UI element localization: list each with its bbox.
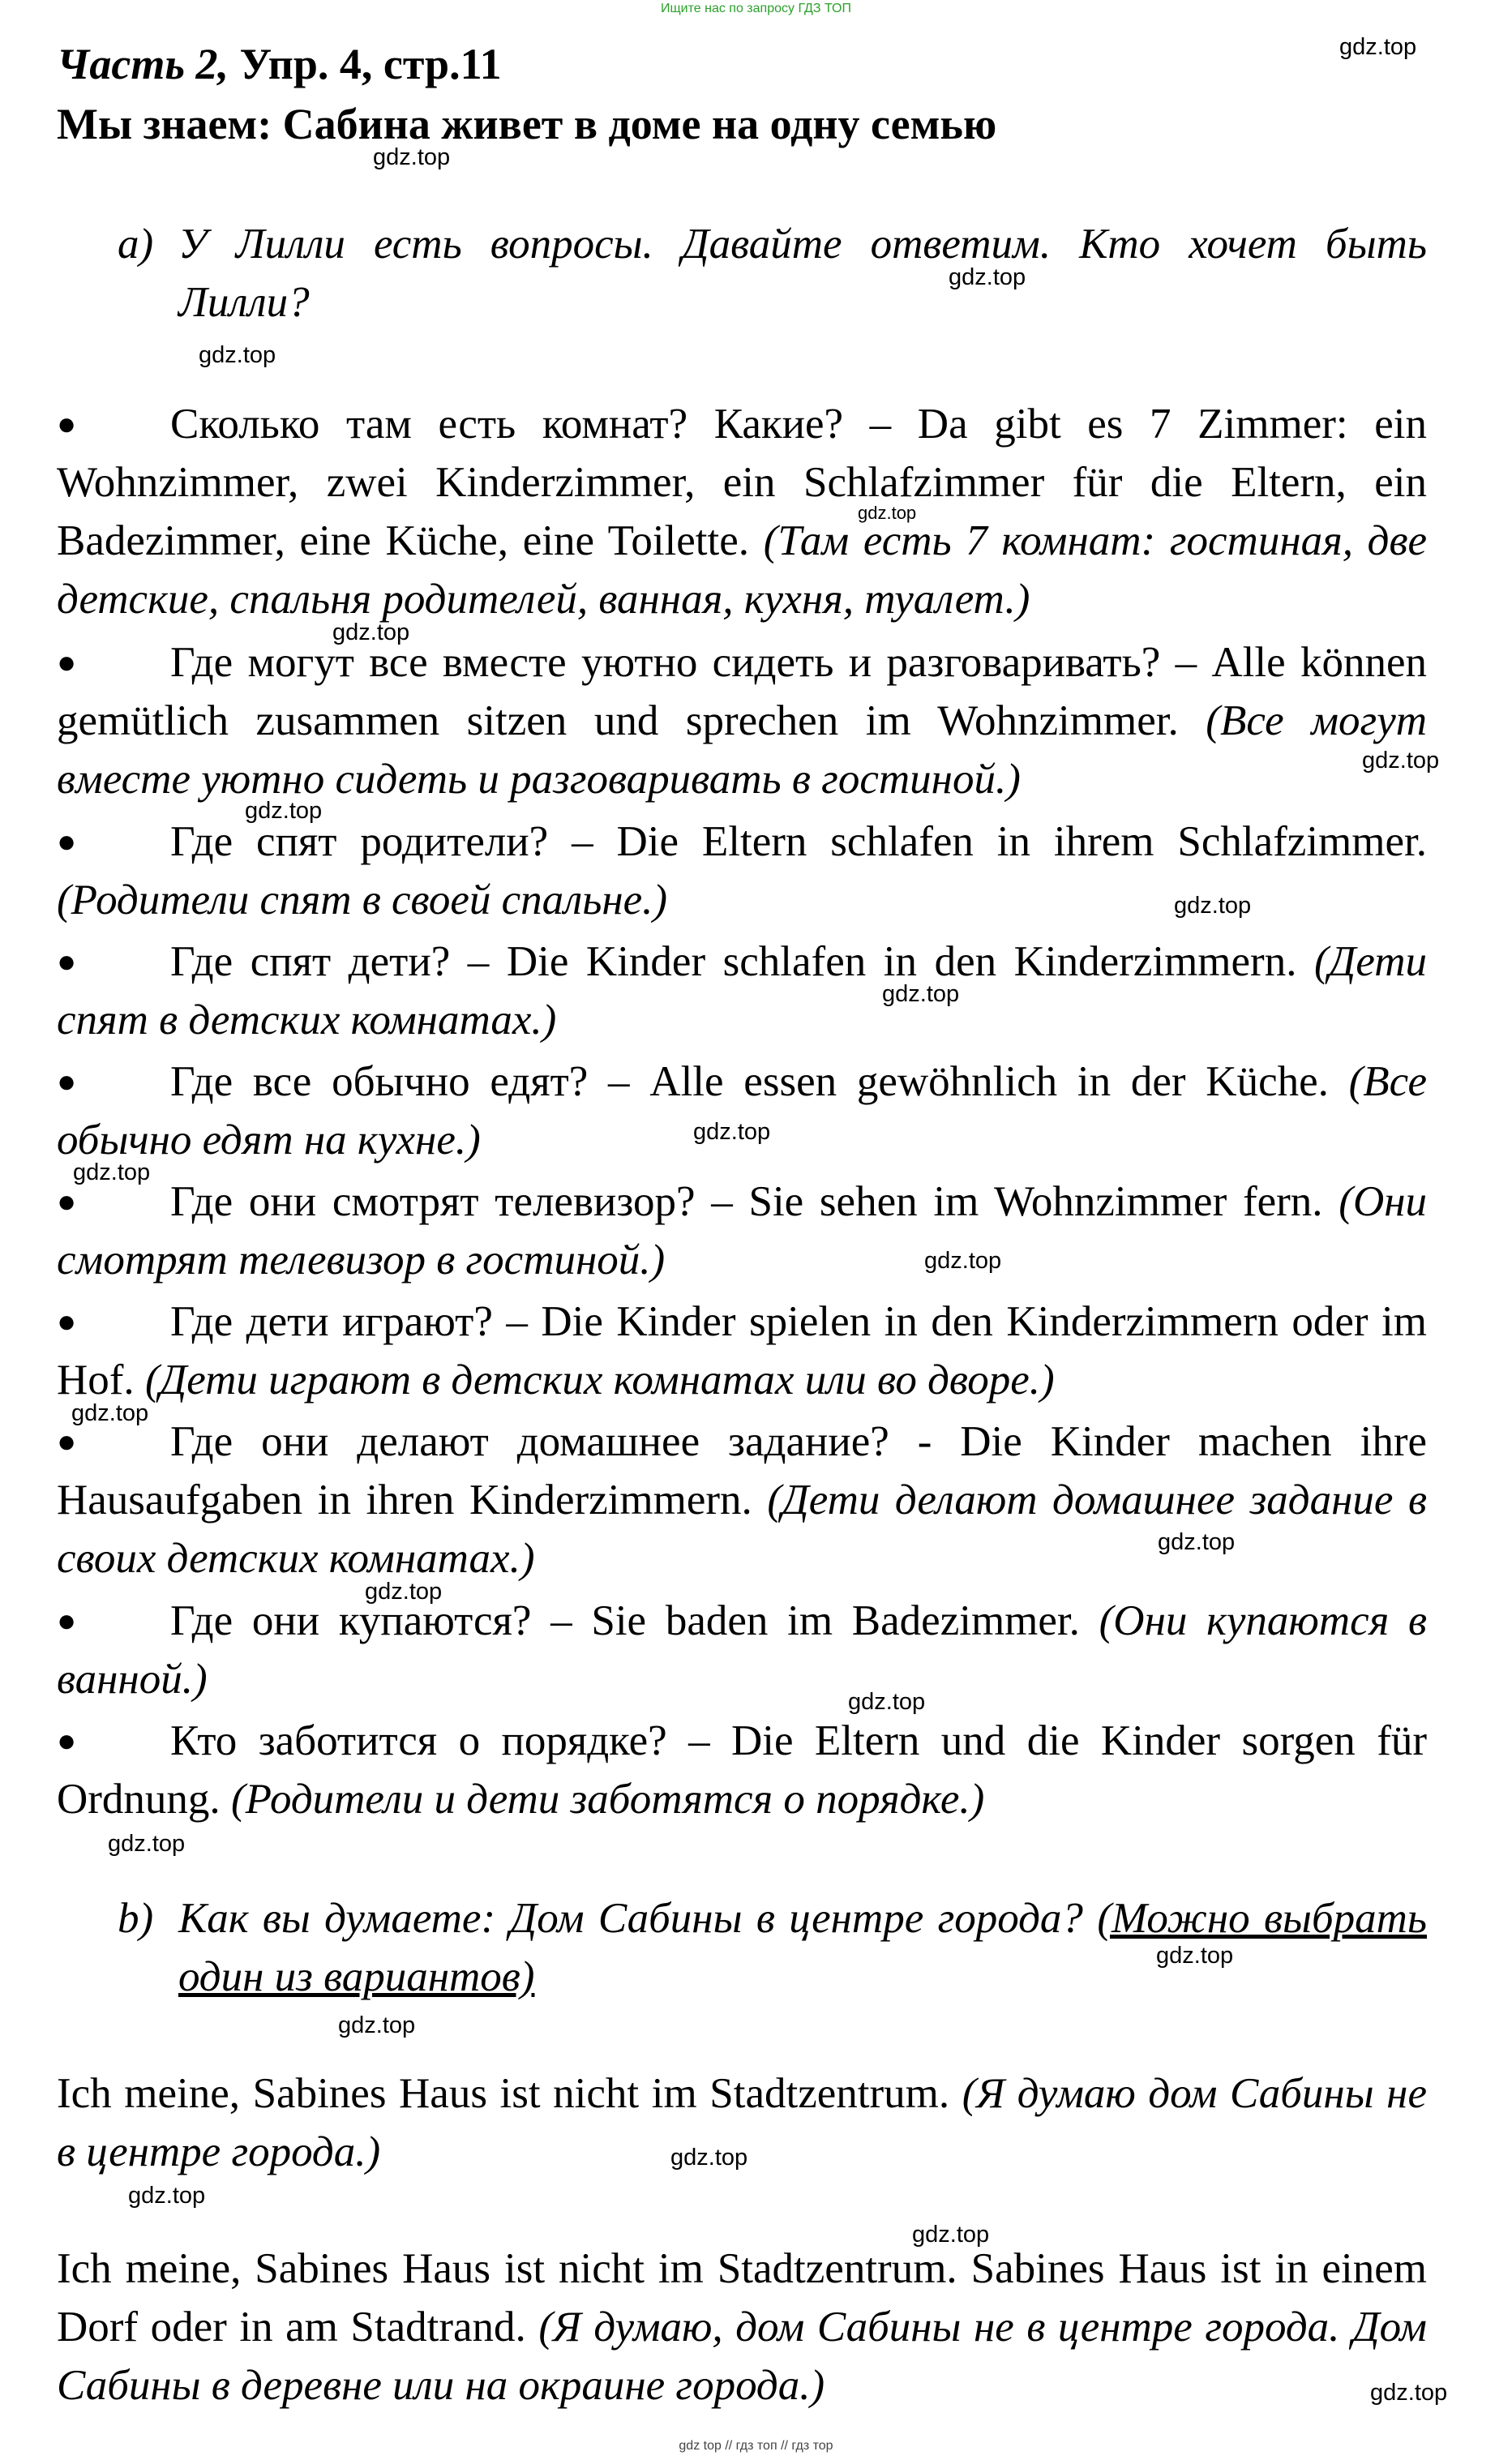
bullet-icon: ●: [57, 1722, 77, 1759]
watermark: gdz.top: [373, 144, 451, 170]
qa-question: Где спят родители? – Die Eltern schlafen in ihrem Schlafzimmer.: [170, 818, 1427, 865]
page-subtitle: Мы знаем: Сабина живет в доме на одну семью: [57, 100, 997, 148]
qa-question: Кто заботится о порядке? – Die Eltern und die Kinder sorgen für Ordnung.: [57, 1717, 1427, 1823]
watermark: gdz.top: [365, 1579, 443, 1605]
qa-translation: (Родители и дети заботятся о порядке.): [230, 1776, 985, 1823]
watermark: gdz.top: [1174, 893, 1252, 919]
qa-translation: (Они купаются в ванной.): [57, 1597, 1427, 1703]
title-part: Часть 2,: [57, 40, 229, 88]
task-b-text: [178, 1889, 1427, 2006]
watermark: gdz.top: [245, 798, 323, 824]
task-a: [118, 215, 1427, 332]
bullet-icon: ●: [57, 823, 77, 859]
bullet-icon: ●: [57, 405, 77, 442]
qa-item: [57, 1712, 1427, 1828]
qa-question: Где они смотрят телевизор? – Sie sehen im Wohnzimmer fern.: [170, 1178, 1323, 1225]
answer-translation: (Я думаю дом Сабины не в центре города.): [57, 2070, 1427, 2175]
answer-translation: (Я думаю, дом Сабины не в центре города. Дом Сабины в деревне или на окраине города.): [57, 2304, 1427, 2409]
qa-question: Где дети играют? – Die Kinder spielen in den Kinderzimmern oder im Hof.: [57, 1298, 1427, 1404]
qa-translation: (Все могут вместе уютно сидеть и разговаривать в гостиной.): [57, 697, 1428, 803]
watermark: gdz.top: [199, 342, 276, 368]
qa-item: [57, 1292, 1427, 1409]
watermark: gdz.top: [128, 2183, 206, 2209]
qa-question: Где они делают домашнее задание? - Die Kinder machen ihre Hausaufgaben in ihren Kinderzimmern.: [57, 1418, 1427, 1524]
watermark: gdz.top: [670, 2145, 748, 2171]
task-b-label: b): [118, 1895, 154, 1942]
watermark: gdz.top: [949, 264, 1026, 290]
qa-question: Где могут все вместе уютно сидеть и разговаривать? – Alle können gemütlich zusammen sitzen und sprechen im Wohnzimmer.: [57, 639, 1427, 744]
task-b-note: (Можно выбрать один из вариантов): [178, 1895, 1427, 2000]
watermark: gdz.top: [882, 981, 960, 1007]
qa-translation: (Дети делают домашнее задание в своих детских комнатах.): [57, 1476, 1427, 1582]
title-exercise: Упр. 4, стр.11: [229, 40, 502, 88]
qa-item: [57, 633, 1427, 808]
bottom-footer-link[interactable]: gdz top // гдз топ // гдз тор: [679, 2439, 833, 2453]
bullet-icon: ●: [57, 1183, 77, 1219]
qa-question: Сколько там есть комнат? Какие? – Da gibt es 7 Zimmer: ein Wohnzimmer, zwei Kinderzimmer, ein Schlafzimmer für die Eltern, ein Badezimmer, eine Küche, eine Toilette.: [57, 401, 1427, 564]
answer-text: Ich meine, Sabines Haus ist nicht im Stadtzentrum.: [57, 2070, 950, 2117]
watermark: gdz.top: [1156, 1943, 1234, 1969]
qa-translation: (Дети спят в детских комнатах.): [57, 938, 1427, 1044]
bullet-icon: ●: [57, 1423, 77, 1459]
qa-translation: (Родители спят в своей спальне.): [57, 876, 668, 924]
qa-item: [57, 1592, 1427, 1708]
bullet-icon: ●: [57, 1303, 77, 1339]
task-a-text: У Лилли есть вопросы. Давайте ответим. Кто хочет быть Лилли?: [178, 221, 1427, 326]
watermark: gdz.top: [912, 2222, 990, 2248]
qa-translation: (Они смотрят телевизор в гостиной.): [57, 1178, 1428, 1284]
qa-item: [57, 932, 1427, 1049]
qa-translation: (Дети играют в детских комнатах или во дворе.): [144, 1356, 1055, 1404]
watermark: gdz.top: [1362, 748, 1440, 774]
qa-translation: (Там есть 7 комнат: гостиная, две детские, спальня родителей, ванная, кухня, туалет.): [57, 517, 1427, 623]
page-title: [57, 36, 502, 92]
answer-b-2: [57, 2239, 1427, 2415]
watermark: gdz.top: [108, 1831, 186, 1857]
watermark: gdz.top: [1339, 34, 1417, 60]
qa-question: Где спят дети? – Die Kinder schlafen in den Kinderzimmern.: [170, 938, 1297, 985]
bullet-icon: ●: [57, 943, 77, 979]
watermark: gdz.top: [332, 619, 410, 645]
watermark: gdz.top: [1370, 2380, 1448, 2406]
task-b-question: Как вы думаете: Дом Сабины в центре города?: [178, 1895, 1083, 1942]
watermark: gdz.top: [338, 2012, 416, 2038]
watermark: gdz.top: [858, 503, 917, 523]
qa-translation: (Все обычно едят на кухне.): [57, 1058, 1428, 1164]
bullet-icon: ●: [57, 1063, 77, 1099]
task-a-label: a): [118, 221, 154, 268]
bullet-icon: ●: [57, 644, 77, 680]
watermark: gdz.top: [73, 1159, 151, 1185]
qa-item: [57, 1052, 1427, 1169]
top-search-link[interactable]: Ищите нас по запросу ГДЗ ТОП: [661, 2, 851, 15]
qa-item: [57, 1172, 1427, 1289]
qa-item: [57, 395, 1427, 628]
answer-text: Ich meine, Sabines Haus ist nicht im Stadtzentrum. Sabines Haus ist in einem Dorf oder in am Stadtrand.: [57, 2245, 1427, 2351]
watermark: gdz.top: [924, 1248, 1002, 1274]
qa-question: Где они купаются? – Sie baden im Badezimmer.: [170, 1597, 1080, 1644]
watermark: gdz.top: [71, 1400, 149, 1426]
watermark: gdz.top: [1158, 1529, 1236, 1555]
watermark: gdz.top: [693, 1119, 771, 1145]
qa-item: [57, 1412, 1427, 1588]
watermark: gdz.top: [848, 1689, 926, 1715]
qa-question: Где все обычно едят? – Alle essen gewöhnlich in der Küche.: [170, 1058, 1329, 1105]
bullet-icon: ●: [57, 1602, 77, 1639]
